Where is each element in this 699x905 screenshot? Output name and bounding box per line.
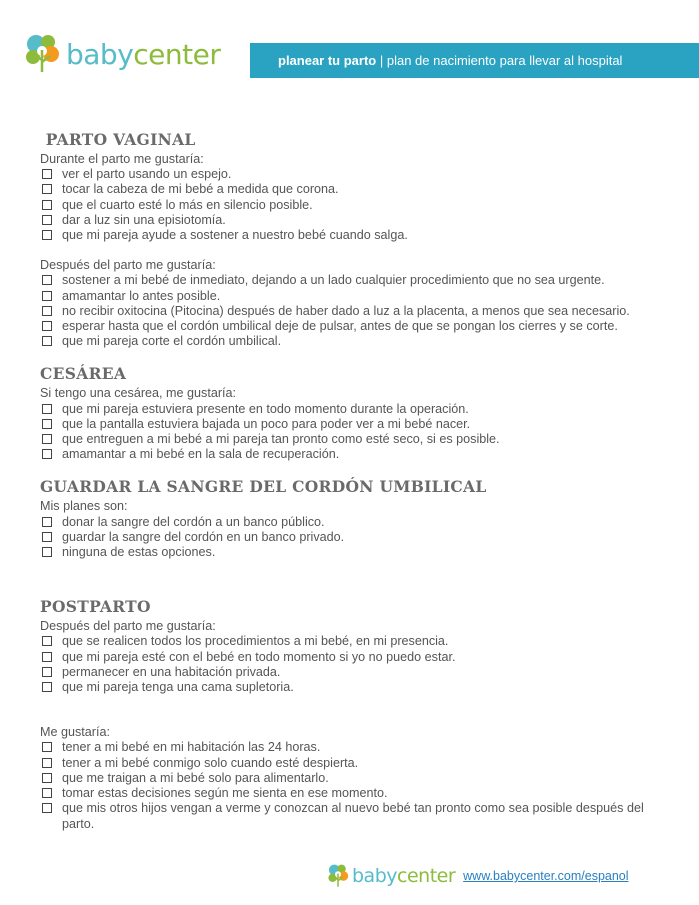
checklist-item-label: tener a mi bebé conmigo solo cuando esté despierta. (62, 755, 359, 770)
checklist-item (40, 801, 675, 831)
checklist-item-label: que mis otros hijos vengan a verme y conozcan al nuevo bebé tan pronto como sea posible después del parto. (62, 801, 644, 831)
section (40, 364, 675, 462)
checklist-item-label: ver el parto usando un espejo. (62, 167, 232, 182)
checklist-item (40, 273, 675, 288)
checkbox[interactable] (42, 803, 52, 813)
checkbox[interactable] (42, 306, 52, 316)
checkbox[interactable] (42, 788, 52, 798)
tree-logo-icon (22, 32, 62, 76)
checklist-item (40, 665, 675, 680)
section-title: CESÁREA (40, 364, 127, 384)
checkbox[interactable] (42, 275, 52, 285)
group-intro: Si tengo una cesárea, me gustaría: (40, 386, 237, 401)
checkbox[interactable] (42, 682, 52, 692)
checklist-item-label: ninguna de estas opciones. (62, 545, 216, 560)
checklist-item-label: que mi pareja ayude a sostener a nuestro bebé cuando salga. (62, 228, 408, 243)
checklist-item-label: que mi pareja esté con el bebé en todo momento si yo no puedo estar. (62, 649, 456, 664)
checkbox[interactable] (42, 773, 52, 783)
section (40, 477, 675, 560)
website-link[interactable]: www.babycenter.com/espanol (463, 869, 629, 883)
checklist-item (40, 650, 675, 665)
group-intro: Después del parto me gustaría: (40, 258, 216, 273)
section (40, 597, 675, 831)
checklist-item-label: dar a luz sin una episiotomía. (62, 212, 226, 227)
section-title: PARTO VAGINAL (40, 130, 196, 149)
checklist-item-label: que mi pareja corte el cordón umbilical. (62, 334, 282, 349)
tree-logo-icon (326, 862, 350, 890)
checkbox[interactable] (42, 184, 52, 194)
checklist-item (40, 447, 675, 462)
checklist-item (40, 167, 675, 182)
checkbox[interactable] (42, 434, 52, 444)
banner-separator: | (376, 53, 387, 68)
checkbox[interactable] (42, 404, 52, 414)
footer (326, 862, 629, 890)
checklist-item-label: sostener a mi bebé de inmediato, dejando a un lado cualquier procedimiento que no sea urgente. (62, 273, 605, 288)
checklist-item (40, 319, 675, 334)
group-intro: Mis planes son: (40, 499, 128, 514)
section-title: GUARDAR LA SANGRE DEL CORDÓN UMBILICAL (40, 477, 487, 497)
checklist-item (40, 289, 675, 304)
checklist-item-label: no recibir oxitocina (Pitocina) después de haber dado a luz a la placenta, a menos que sea necesario. (62, 303, 630, 318)
checklist-item-label: que mi pareja tenga una cama supletoria. (62, 680, 294, 695)
checklist-item (40, 634, 675, 649)
checkbox[interactable] (42, 667, 52, 677)
checklist-item (40, 432, 675, 447)
checkbox[interactable] (42, 169, 52, 179)
checkbox[interactable] (42, 230, 52, 240)
checklist-item (40, 756, 675, 771)
checklist-item-label: donar la sangre del cordón a un banco público. (62, 514, 325, 529)
checkbox[interactable] (42, 419, 52, 429)
logo-wordmark: babycenter (66, 37, 221, 71)
checklist-item (40, 515, 675, 530)
checklist-item-label: que la pantalla estuviera bajada un poco para poder ver a mi bebé nacer. (62, 416, 471, 431)
checklist-item-label: que el cuarto esté lo más en silencio posible. (62, 197, 313, 212)
checklist-item (40, 304, 675, 319)
checklist-item-label: que mi pareja estuviera presente en todo momento durante la operación. (62, 401, 469, 416)
header-banner (250, 43, 699, 78)
checkbox[interactable] (42, 652, 52, 662)
checklist-item-label: permanecer en una habitación privada. (62, 664, 281, 679)
checklist-item-label: guardar la sangre del cordón en un banco privado. (62, 529, 345, 544)
checklist-item-label: tener a mi bebé en mi habitación las 24 horas. (62, 740, 321, 755)
checklist-item-label: amamantar a mi bebé en la sala de recuperación. (62, 447, 340, 462)
checkbox[interactable] (42, 291, 52, 301)
checklist-item (40, 213, 675, 228)
checklist-item (40, 530, 675, 545)
group-intro: Me gustaría: (40, 725, 110, 740)
checklist-item (40, 198, 675, 213)
banner-title: planear tu parto (278, 53, 377, 68)
checklist-item (40, 182, 675, 197)
checklist-item (40, 402, 675, 417)
checklist-item-label: amamantar lo antes posible. (62, 288, 221, 303)
footer-logo-wordmark: babycenter (352, 865, 456, 887)
section-title: POSTPARTO (40, 597, 151, 617)
checkbox[interactable] (42, 547, 52, 557)
checklist-item-label: tomar estas decisiones según me sienta en ese momento. (62, 786, 388, 801)
footer-logo[interactable] (326, 862, 455, 890)
checklist-item (40, 334, 675, 349)
checklist-item-label: tocar la cabeza de mi bebé a medida que corona. (62, 182, 339, 197)
checkbox[interactable] (42, 636, 52, 646)
checkbox[interactable] (42, 200, 52, 210)
checklist-item-label: esperar hasta que el cordón umbilical deje de pulsar, antes de que se pongan los cierres y se corte. (62, 319, 618, 334)
checklist-item (40, 771, 675, 786)
checklist-item (40, 417, 675, 432)
checklist-item-label: que se realicen todos los procedimientos a mi bebé, en mi presencia. (62, 634, 449, 649)
checklist-item (40, 680, 675, 695)
group-intro: Después del parto me gustaría: (40, 619, 216, 634)
group-intro: Durante el parto me gustaría: (40, 152, 204, 166)
checkbox[interactable] (42, 742, 52, 752)
banner-subtitle: plan de nacimiento para llevar al hospital (386, 53, 623, 68)
checklist-item (40, 740, 675, 755)
checkbox[interactable] (42, 336, 52, 346)
checkbox[interactable] (42, 758, 52, 768)
checklist-item-label: que me traigan a mi bebé solo para alimentarlo. (62, 770, 329, 785)
checkbox[interactable] (42, 449, 52, 459)
section (40, 130, 675, 349)
checklist-item (40, 228, 675, 243)
checklist-item (40, 786, 675, 801)
checkbox[interactable] (42, 321, 52, 331)
babycenter-logo[interactable] (22, 32, 220, 76)
checkbox[interactable] (42, 532, 52, 542)
checkbox[interactable] (42, 517, 52, 527)
checklist-item-label: que entreguen a mi bebé a mi pareja tan pronto como esté seco, si es posible. (62, 432, 500, 447)
birth-plan-checklist (40, 130, 675, 832)
checkbox[interactable] (42, 215, 52, 225)
checklist-item (40, 545, 675, 560)
